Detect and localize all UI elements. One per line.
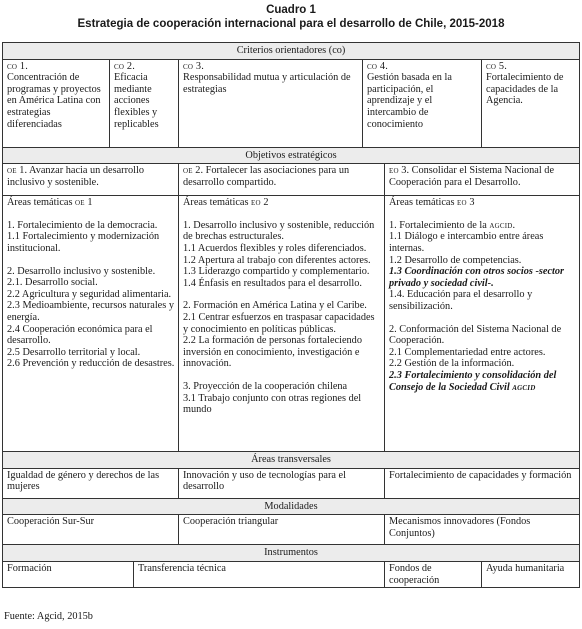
transversales-header: Áreas transversales [3,452,580,469]
criterio-text: Fortalecimiento de capacidades de la Agencia. [486,72,564,107]
criterio-text: Concentración de programas y proyectos en América Latina con estrategias diferenciadas [7,72,101,130]
area-line-emphasis: 2.3 Fortalecimiento y consolidación del Consejo de la Sociedad Civil agcid [389,369,557,393]
table-title: Estrategia de cooperación internacional para el desarrollo de Chile, 2015-2018 [77,18,505,30]
instrumentos-header-row [3,545,580,562]
instrumento-cell: Formación [3,561,134,587]
area-line: 2.1 Centrar esfuerzos en traspasar capacidades y conocimiento en políticas públicas. [183,311,375,335]
areas-heading: Áreas temáticas eo 2 [183,197,269,209]
areas-heading: Áreas temáticas oe 1 [7,197,93,209]
criterio-text: Gestión basada en la participación, el aprendizaje y el intercambio de conocimiento [367,72,452,130]
criterio-text: Responsabilidad mutua y articulación de estrategias [183,72,351,95]
modalidades-row [3,515,580,545]
modalidad-cell: Mecanismos innovadores (Fondos Conjuntos) [385,515,580,545]
objetivos-header-row [3,147,580,164]
area-line: 3. Proyección de la cooperación chilena [183,380,348,392]
area-line: 2.2 La formación de personas fortaleciendo inversión en conocimiento, investigación e innovación. [183,335,362,370]
area-line: 2. Conformación del Sistema Nacional de Cooperación. [389,323,562,347]
area-line: 1.1 Acuerdos flexibles y roles diferenciados. [183,242,367,254]
criterio-cell [110,59,179,147]
areas-row [3,196,580,452]
criterio-cell [482,59,580,147]
modalidades-header-row [3,498,580,515]
area-line: 1.3 Liderazgo compartido y complementario. [183,266,370,278]
criterio-code: co 1. [7,60,29,72]
modalidad-cell: Cooperación Sur-Sur [3,515,179,545]
area-line: 2.1 Complementariedad entre actores. [389,346,546,358]
objetivo-text: 3. Consolidar el Sistema Nacional de Cooperación para el Desarrollo. [389,165,555,188]
table-number: Cuadro 1 [266,4,316,16]
objetivo-code: eo [389,165,399,177]
table-header [0,3,582,32]
area-line: 2. Formación en América Latina y el Caribe. [183,300,367,312]
areas-heading: Áreas temáticas eo 3 [389,197,475,209]
criterios-header-row [3,43,580,60]
instrumentos-header: Instrumentos [3,545,580,562]
objetivo-code: oe [183,165,193,177]
objetivo-text: 2. Fortalecer las asociaciones para un desarrollo compartido. [183,165,350,188]
criterio-code: co 3. [183,60,205,72]
areas-col-3 [385,196,580,452]
area-line: 2. Desarrollo inclusivo y sostenible. [7,265,156,277]
criterio-code: co 2. [114,60,136,72]
criterio-cell [179,59,363,147]
source-note: Fuente: Agcid, 2015b [4,611,93,622]
transversal-cell: Innovación y uso de tecnologías para el desarrollo [179,468,385,498]
transversales-row [3,468,580,498]
objetivo-text: 1. Avanzar hacia un desarrollo inclusivo y sostenible. [7,165,145,188]
area-line: 1.1 Fortalecimiento y modernización institucional. [7,231,160,254]
instrumento-cell: Fondos de cooperación [385,561,482,587]
area-line-emphasis: 1.3 Coordinación con otros socios -sector privado y sociedad civil-. [389,266,565,289]
area-line: 1.4. Educación para el desarrollo y sensibilización. [389,289,533,312]
area-line: 2.4 Cooperación económica para el desarrollo. [7,323,153,347]
objetivos-header: Objetivos estratégicos [3,147,580,164]
area-line: 3.1 Trabajo conjunto con otras regiones del mundo [183,392,362,416]
objetivo-cell [3,164,179,196]
transversal-cell: Igualdad de género y derechos de las mujeres [3,468,179,498]
area-line: 1.2 Apertura al trabajo con diferentes actores. [183,254,371,266]
areas-col-2 [179,196,385,452]
objetivo-code: oe [7,165,17,177]
area-line: 2.1. Desarrollo social. [7,277,98,289]
area-line: 2.2 Gestión de la información. [389,358,515,370]
instrumentos-row [3,561,580,587]
areas-col-1 [3,196,179,452]
criterios-row [3,59,580,147]
area-line: 2.2 Agricultura y seguridad alimentaria. [7,288,172,300]
area-line: 2.3 Medioambiente, recursos naturales y energía. [7,300,174,323]
area-line: 1.2 Desarrollo de competencias. [389,254,522,266]
instrumento-cell: Ayuda humanitaria [482,561,580,587]
criterio-cell [3,59,110,147]
modalidad-cell: Cooperación triangular [179,515,385,545]
criterios-header: Criterios orientadores (co) [3,43,580,60]
objetivo-cell [179,164,385,196]
transversales-header-row [3,452,580,469]
area-line: 1.1 Diálogo e intercambio entre áreas internas. [389,231,544,254]
instrumento-cell: Transferencia técnica [134,561,385,587]
criterio-text: Eficacia mediante acciones flexibles y replicables [114,72,159,130]
area-line: 2.6 Prevención y reducción de desastres. [7,358,175,370]
modalidades-header: Modalidades [3,498,580,515]
strategy-table [2,42,580,588]
criterio-cell [363,59,482,147]
area-line: 1. Fortalecimiento de la democracia. [7,219,158,231]
objetivo-cell [385,164,580,196]
criterio-code: co 5. [486,60,508,72]
area-line: 2.5 Desarrollo territorial y local. [7,346,141,358]
criterio-code: co 4. [367,60,389,72]
area-line: 1. Fortalecimiento de la agcid. [389,219,516,231]
area-line: 1.4 Énfasis en resultados para el desarrollo. [183,277,362,289]
objetivos-row [3,164,580,196]
area-line: 1. Desarrollo inclusivo y sostenible, reducción de brechas estructurales. [183,219,375,243]
transversal-cell: Fortalecimiento de capacidades y formación [385,468,580,498]
